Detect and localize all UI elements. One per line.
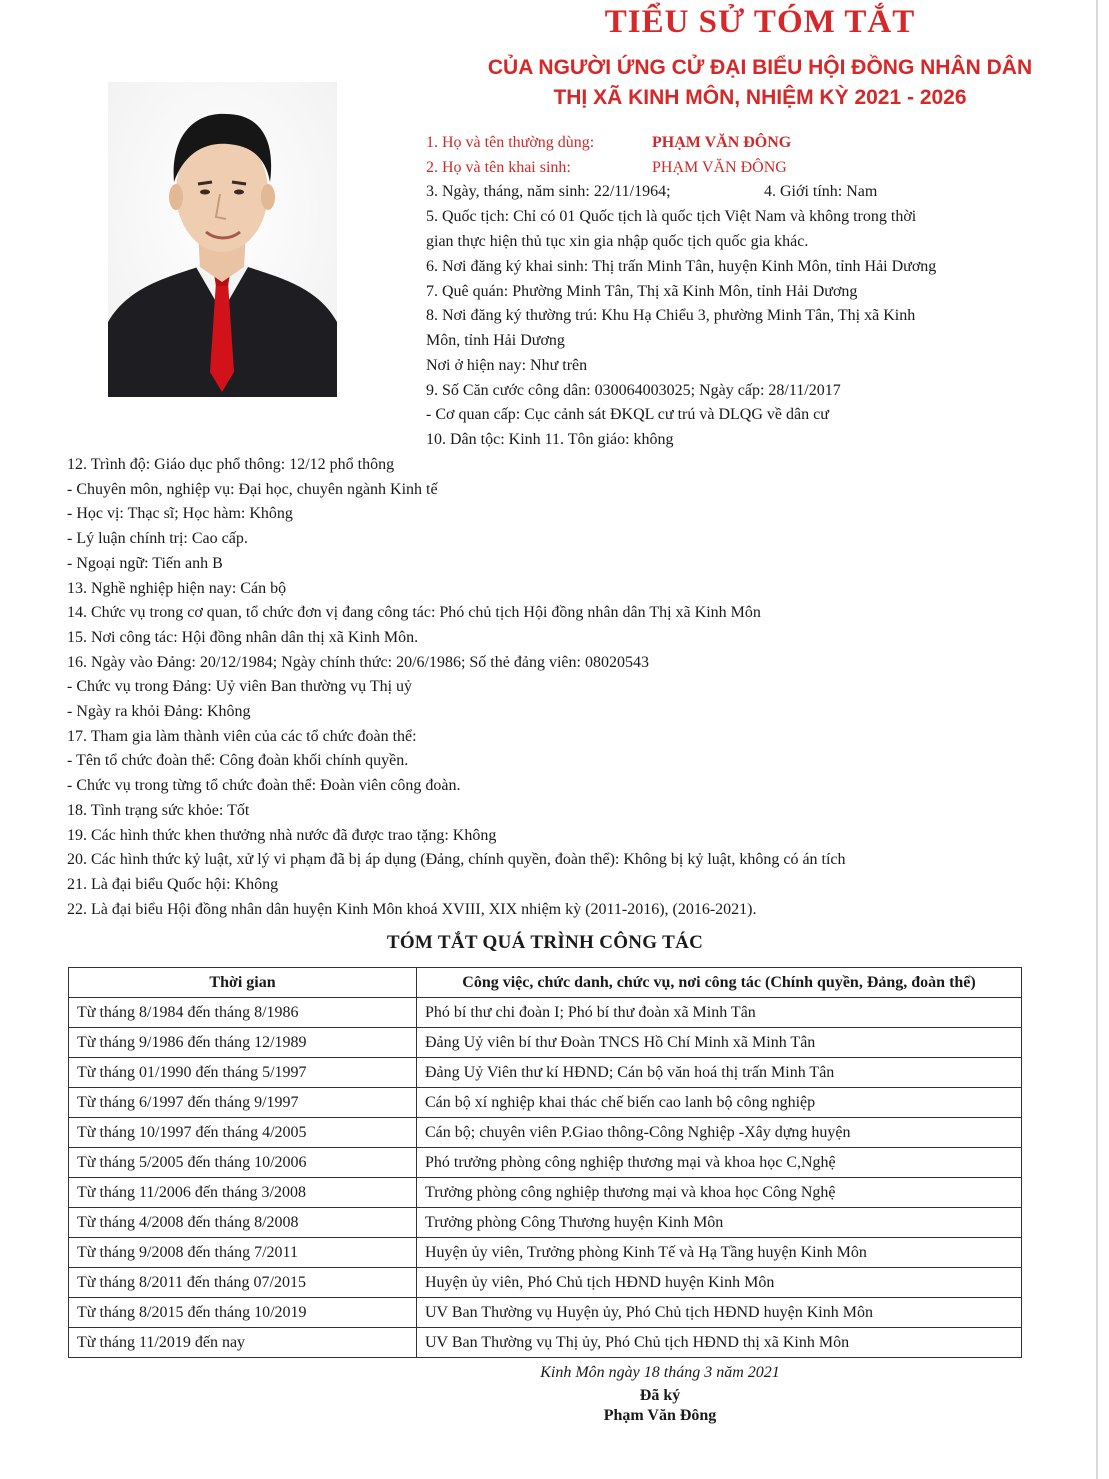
table-row bbox=[69, 1298, 1022, 1328]
work-history-title: TÓM TẮT QUÁ TRÌNH CÔNG TÁC bbox=[386, 932, 704, 953]
hometown: 7. Quê quán: Phường Minh Tân, Thị xã Kinh Môn, tỉnh Hải Dương bbox=[426, 283, 858, 300]
table-row bbox=[69, 1058, 1022, 1088]
candidate-portrait-photo bbox=[108, 82, 337, 397]
work-history-rows bbox=[69, 998, 1022, 1358]
gender: 4. Giới tính: Nam bbox=[764, 183, 878, 200]
table-row bbox=[69, 1268, 1022, 1298]
table-row bbox=[69, 1148, 1022, 1178]
detail-line: - Tên tổ chức đoàn thể: Công đoàn khối chính quyền. bbox=[67, 752, 409, 770]
document-title: TIỂU SỬ TÓM TẮT bbox=[604, 4, 916, 40]
detail-line: - Chuyên môn, nghiệp vụ: Đại học, chuyên ngành Kinh tế bbox=[67, 480, 438, 498]
residence-line-2: Môn, tỉnh Hải Dương bbox=[426, 332, 565, 349]
detail-line: - Chức vụ trong từng tổ chức đoàn thể: Đoàn viên công đoàn. bbox=[67, 777, 461, 795]
detail-line: - Lý luận chính trị: Cao cấp. bbox=[67, 530, 248, 548]
cell-position: Trưởng phòng công nghiệp thương mại và khoa học Công Nghệ bbox=[417, 1178, 1022, 1208]
cell-period: Từ tháng 9/2008 đến tháng 7/2011 bbox=[69, 1238, 417, 1268]
table-row bbox=[69, 1088, 1022, 1118]
cell-position: Huyện ủy viên, Trưởng phòng Kinh Tế và Hạ Tầng huyện Kinh Môn bbox=[417, 1238, 1022, 1268]
cell-period: Từ tháng 4/2008 đến tháng 8/2008 bbox=[69, 1208, 417, 1238]
cell-position: Đảng Uỷ viên bí thư Đoàn TNCS Hồ Chí Minh xã Minh Tân bbox=[417, 1028, 1022, 1058]
detail-line: 13. Nghề nghiệp hiện nay: Cán bộ bbox=[67, 579, 287, 597]
cell-period: Từ tháng 01/1990 đến tháng 5/1997 bbox=[69, 1058, 417, 1088]
cell-period: Từ tháng 8/2011 đến tháng 07/2015 bbox=[69, 1268, 417, 1298]
detail-line: - Chức vụ trong Đảng: Uỷ viên Ban thường vụ Thị uỷ bbox=[67, 678, 413, 696]
common-name-value: PHẠM VĂN ĐÔNG bbox=[652, 134, 792, 151]
detail-line: - Ngày ra khỏi Đảng: Không bbox=[67, 703, 251, 720]
cell-position: Đảng Uỷ Viên thư kí HĐND; Cán bộ văn hoá thị trấn Minh Tân bbox=[417, 1058, 1022, 1088]
detail-line: 20. Các hình thức kỷ luật, xử lý vi phạm đã bị áp dụng (Đảng, chính quyền, đoàn thể): Không bị kỷ luật, không có án tích bbox=[67, 851, 846, 869]
cell-position: Huyện ủy viên, Phó Chủ tịch HĐND huyện Kinh Môn bbox=[417, 1268, 1022, 1298]
common-name-label: 1. Họ và tên thường dùng: bbox=[426, 134, 595, 151]
cell-period: Từ tháng 8/1984 đến tháng 8/1986 bbox=[69, 998, 417, 1028]
signature-name: Phạm Văn Đông bbox=[603, 1407, 717, 1424]
table-row bbox=[69, 1328, 1022, 1358]
detail-line: 16. Ngày vào Đảng: 20/12/1984; Ngày chính thức: 20/6/1986; Số thẻ đảng viên: 08020543 bbox=[67, 653, 649, 671]
cell-period: Từ tháng 10/1997 đến tháng 4/2005 bbox=[69, 1118, 417, 1148]
detail-line: 18. Tình trạng sức khỏe: Tốt bbox=[67, 801, 250, 819]
detail-line: 12. Trình độ: Giáo dục phổ thông: 12/12 phổ thông bbox=[67, 456, 395, 473]
birth-name-label: 2. Họ và tên khai sinh: bbox=[426, 159, 571, 176]
detail-line: - Ngoại ngữ: Tiến anh B bbox=[67, 554, 223, 572]
birth-name-value: PHẠM VĂN ĐÔNG bbox=[652, 159, 787, 176]
detail-line: 15. Nơi công tác: Hội đồng nhân dân thị xã Kinh Môn. bbox=[67, 628, 419, 646]
column-header-position: Công việc, chức danh, chức vụ, nơi công tác (Chính quyền, Đảng, đoàn thể) bbox=[417, 968, 1022, 998]
birth-date: 3. Ngày, tháng, năm sinh: 22/11/1964; bbox=[426, 183, 671, 200]
cell-position: Cán bộ; chuyên viên P.Giao thông-Công Nghiệp -Xây dựng huyện bbox=[417, 1118, 1022, 1148]
work-history-table bbox=[68, 967, 1022, 1358]
document-subtitle-1: CỦA NGƯỜI ỨNG CỬ ĐẠI BIỂU HỘI ĐỒNG NHÂN DÂN bbox=[487, 56, 1033, 79]
column-header-period: Thời gian bbox=[69, 968, 417, 998]
page-edge-divider bbox=[1096, 0, 1098, 1479]
detail-line: 19. Các hình thức khen thưởng nhà nước đã được trao tặng: Không bbox=[67, 826, 497, 844]
table-row bbox=[69, 1178, 1022, 1208]
current-address: Nơi ở hiện nay: Như trên bbox=[426, 357, 588, 374]
cell-position: UV Ban Thường vụ Huyện ủy, Phó Chủ tịch HĐND huyện Kinh Môn bbox=[417, 1298, 1022, 1328]
cell-position: Trưởng phòng Công Thương huyện Kinh Môn bbox=[417, 1208, 1022, 1238]
nationality-line-1: 5. Quốc tịch: Chỉ có 01 Quốc tịch là quốc tịch Việt Nam và không trong thời bbox=[426, 208, 917, 225]
nationality-line-2: gian thực hiện thủ tục xin gia nhập quốc tịch quốc gia khác. bbox=[426, 233, 809, 250]
id-issuer: - Cơ quan cấp: Cục cảnh sát ĐKQL cư trú và DLQG về dân cư bbox=[426, 406, 829, 423]
table-row bbox=[69, 1238, 1022, 1268]
table-row bbox=[69, 998, 1022, 1028]
cell-period: Từ tháng 8/2015 đến tháng 10/2019 bbox=[69, 1298, 417, 1328]
cell-position: Phó trưởng phòng công nghiệp thương mại và khoa học C,Nghệ bbox=[417, 1148, 1022, 1178]
detail-line: 21. Là đại biểu Quốc hội: Không bbox=[67, 875, 279, 893]
table-header-row bbox=[69, 968, 1022, 998]
signature-date: Kinh Môn ngày 18 tháng 3 năm 2021 bbox=[540, 1364, 780, 1381]
birth-registration: 6. Nơi đăng ký khai sinh: Thị trấn Minh Tân, huyện Kinh Môn, tỉnh Hải Dương bbox=[426, 258, 937, 275]
cell-position: Cán bộ xí nghiệp khai thác chế biến cao lanh bộ công nghiệp bbox=[417, 1088, 1022, 1118]
detail-line: 17. Tham gia làm thành viên của các tổ chức đoàn thể: bbox=[67, 727, 417, 745]
id-card: 9. Số Căn cước công dân: 030064003025; Ngày cấp: 28/11/2017 bbox=[426, 382, 841, 399]
cell-period: Từ tháng 6/1997 đến tháng 9/1997 bbox=[69, 1088, 417, 1118]
table-row bbox=[69, 1208, 1022, 1238]
portrait-illustration bbox=[108, 82, 337, 397]
document-subtitle-2: THỊ XÃ KINH MÔN, NHIỆM KỲ 2021 - 2026 bbox=[553, 86, 967, 109]
detail-line: 14. Chức vụ trong cơ quan, tổ chức đơn vị đang công tác: Phó chủ tịch Hội đồng nhân dân Thị xã Kinh Môn bbox=[67, 604, 761, 622]
residence-line-1: 8. Nơi đăng ký thường trú: Khu Hạ Chiểu 3, phường Minh Tân, Thị xã Kinh bbox=[426, 307, 916, 324]
detail-line: - Học vị: Thạc sĩ; Học hàm: Không bbox=[67, 505, 293, 523]
cell-position: Phó bí thư chi đoàn I; Phó bí thư đoàn xã Minh Tân bbox=[417, 998, 1022, 1028]
signature-status: Đã ký bbox=[639, 1387, 681, 1404]
table-row bbox=[69, 1028, 1022, 1058]
cell-period: Từ tháng 9/1986 đến tháng 12/1989 bbox=[69, 1028, 417, 1058]
cell-period: Từ tháng 5/2005 đến tháng 10/2006 bbox=[69, 1148, 417, 1178]
cell-position: UV Ban Thường vụ Thị ủy, Phó Chủ tịch HĐND thị xã Kinh Môn bbox=[417, 1328, 1022, 1358]
cell-period: Từ tháng 11/2019 đến nay bbox=[69, 1328, 417, 1358]
ethnicity-religion: 10. Dân tộc: Kinh 11. Tôn giáo: không bbox=[426, 431, 674, 448]
cell-period: Từ tháng 11/2006 đến tháng 3/2008 bbox=[69, 1178, 417, 1208]
detail-line: 22. Là đại biểu Hội đồng nhân dân huyện Kinh Môn khoá XVIII, XIX nhiệm kỳ (2011-2016), (2016-2021). bbox=[67, 900, 757, 918]
table-row bbox=[69, 1118, 1022, 1148]
